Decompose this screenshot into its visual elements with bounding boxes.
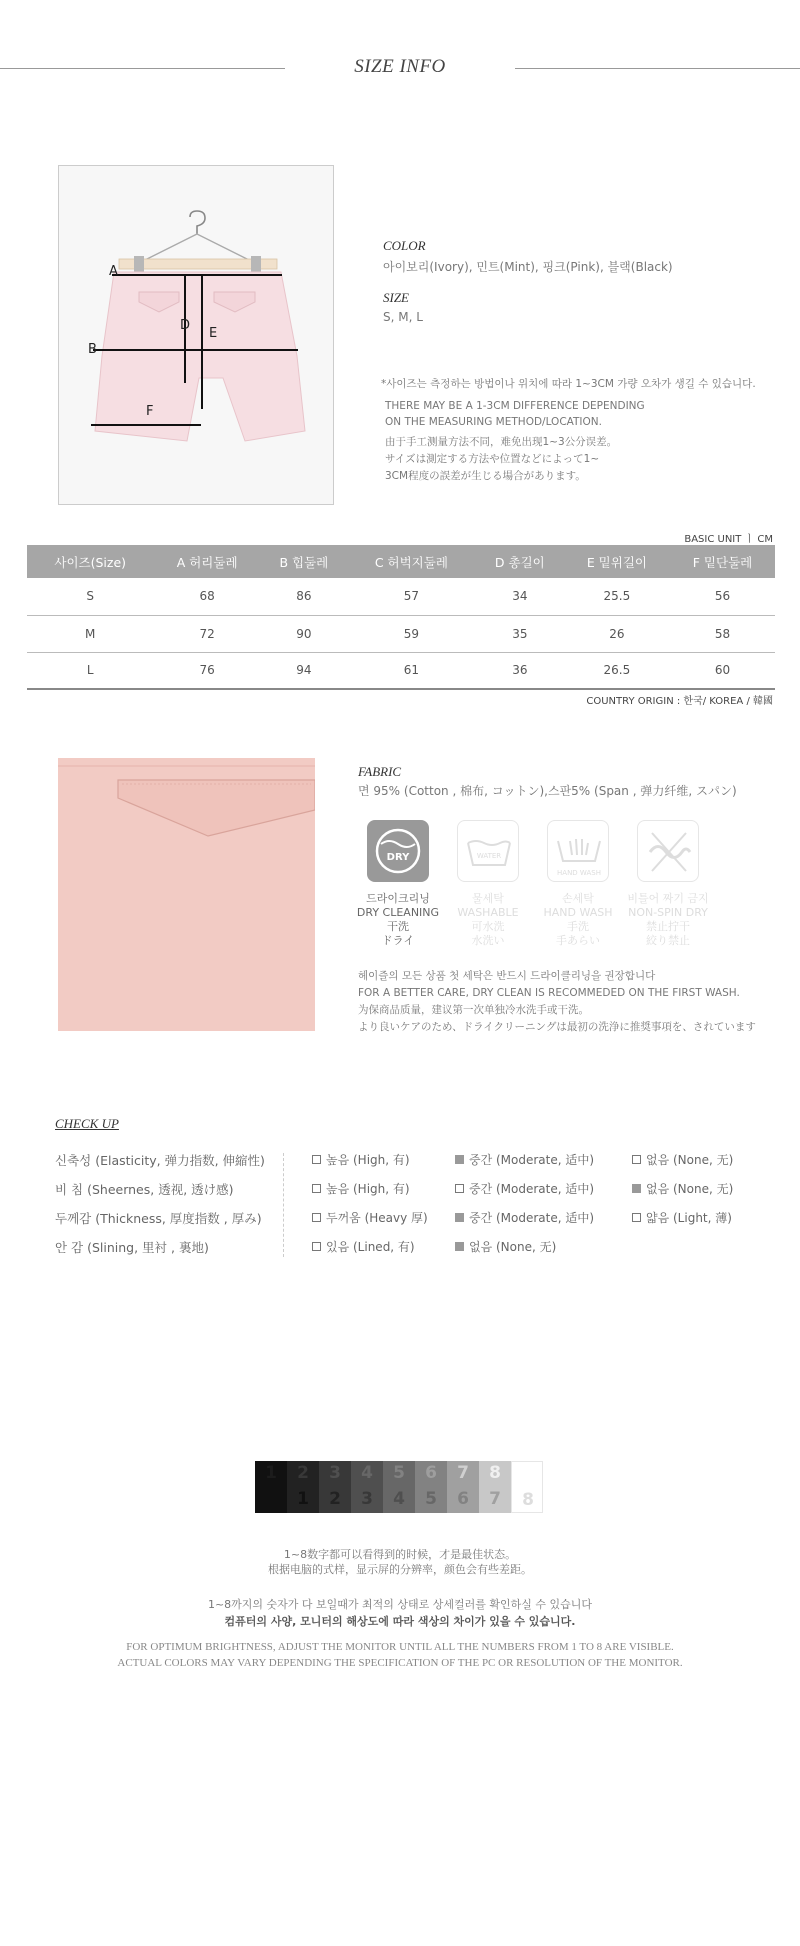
wash-icon xyxy=(457,820,519,882)
calibration-note-ko-2: 컴퓨터의 사양, 모니터의 해상도에 따라 색상의 차이가 있을 수 있습니다. xyxy=(224,1615,576,1628)
checkup-label-elasticity: 신축성 (Elasticity, 弹力指数, 伸縮性) xyxy=(55,1153,265,1168)
calibration-cell: 8 xyxy=(511,1461,543,1513)
product-measurement-image xyxy=(58,165,334,505)
calibration-cell: 5 4 xyxy=(383,1461,415,1513)
svg-text:WATER: WATER xyxy=(476,852,502,860)
calibration-note-en-1: FOR OPTIMUM BRIGHTNESS, ADJUST THE MONITOR UNTIL ALL THE NUMBERS FROM 1 TO 8 ARE VISIBLE. xyxy=(126,1641,674,1653)
calibration-cell: 4 3 xyxy=(351,1461,383,1513)
measure-line-b xyxy=(93,349,298,351)
calibration-cell: 8 7 xyxy=(479,1461,511,1513)
table-cell: 94 xyxy=(261,652,347,689)
size-note-jp-1: サイズは測定する方法や位置などによって1~ xyxy=(385,453,600,465)
measure-label-a: A xyxy=(109,264,118,279)
table-cell: 56 xyxy=(670,578,775,615)
shorts-illustration xyxy=(59,166,335,506)
checkup-option: 중간 (Moderate, 适中) xyxy=(455,1151,594,1168)
measure-line-f xyxy=(91,424,201,426)
checkup-option: 얇음 (Light, 薄) xyxy=(632,1209,732,1226)
svg-text:HAND WASH: HAND WASH xyxy=(557,869,601,877)
calibration-cell: 7 6 xyxy=(447,1461,479,1513)
size-table xyxy=(27,545,775,690)
checkup-title: CHECK UP xyxy=(55,1116,119,1131)
color-value: 아이보리(Ivory), 민트(Mint), 핑크(Pink), 블랙(Black) xyxy=(383,260,673,274)
size-note-cn: 由于手工测量方法不同，难免出现1~3公分误差。 xyxy=(385,436,618,448)
size-note-en-2: ON THE MEASURING METHOD/LOCATION. xyxy=(385,416,602,428)
table-row xyxy=(27,578,775,615)
table-cell: 59 xyxy=(347,615,476,652)
size-note-en-1: THERE MAY BE A 1-3CM DIFFERENCE DEPENDING xyxy=(385,400,645,412)
calibration-cell: 2 1 xyxy=(287,1461,319,1513)
table-header: D 총길이 xyxy=(476,545,564,578)
care-text-dry-clean: 드라이크리닝 DRY CLEANING 干洗 ドライ xyxy=(356,892,440,947)
measure-label-f: F xyxy=(146,404,154,419)
measure-line-a xyxy=(112,274,282,276)
checkbox-icon xyxy=(312,1184,321,1193)
table-cell: 57 xyxy=(347,578,476,615)
fabric-closeup-image xyxy=(58,758,315,1031)
checkup-label-thickness: 두께감 (Thickness, 厚度指数 , 厚み) xyxy=(55,1211,262,1226)
checkbox-checked-icon xyxy=(455,1155,464,1164)
table-cell: 61 xyxy=(347,652,476,689)
monitor-calibration-bar xyxy=(255,1461,543,1513)
color-label: COLOR xyxy=(383,238,426,253)
table-header: A 허리둘레 xyxy=(153,545,260,578)
checkup-divider xyxy=(283,1153,284,1257)
fabric-label: FABRIC xyxy=(358,764,402,779)
measure-label-b: B xyxy=(88,342,97,357)
no-spin-dry-icon xyxy=(637,820,699,882)
table-header: C 허벅지둘레 xyxy=(347,545,476,578)
table-cell: 36 xyxy=(476,652,564,689)
care-text-wash: 물세탁 WASHABLE 可水洗 水洗い xyxy=(457,892,519,947)
table-cell: M xyxy=(27,615,153,652)
table-cell: 35 xyxy=(476,615,564,652)
size-label: SIZE xyxy=(383,290,409,305)
fabric-pocket-illustration xyxy=(58,758,315,1031)
table-cell: L xyxy=(27,652,153,689)
table-cell: 25.5 xyxy=(564,578,670,615)
checkup-option: 없음 (None, 无) xyxy=(455,1238,556,1255)
checkbox-checked-icon xyxy=(632,1184,641,1193)
page-title: SIZE INFO xyxy=(354,56,446,77)
calibration-note-en-2: ACTUAL COLORS MAY VARY DEPENDING THE SPECIFICATION OF THE PC OR RESOLUTION OF THE MONITOR. xyxy=(117,1657,683,1669)
calibration-cell: 3 2 xyxy=(319,1461,351,1513)
measure-label-e: E xyxy=(209,326,218,341)
hand-wash-icon xyxy=(547,820,609,882)
size-note-ko: *사이즈는 측정하는 방법이나 위치에 따라 1~3CM 가량 오차가 생길 수 있습니다. xyxy=(381,378,756,390)
table-cell: 68 xyxy=(153,578,260,615)
table-header: F 밑단둘레 xyxy=(670,545,775,578)
table-cell: 72 xyxy=(153,615,260,652)
fabric-value: 면 95% (Cotton , 棉布, コットン),스판5% (Span , 弹力纤维, スパン) xyxy=(358,784,737,798)
checkbox-icon xyxy=(455,1184,464,1193)
table-row xyxy=(27,652,775,689)
calibration-note-cn: 1~8数字都可以看得到的时候，才是最佳状态。 根据电脑的式样，显示屏的分辨率，颜色会有些差距。 xyxy=(268,1548,532,1576)
table-row xyxy=(27,615,775,652)
table-header-row xyxy=(27,545,775,578)
unit-label: BASIC UNIT ㅣ CM xyxy=(684,534,773,545)
table-header: 사이즈(Size) xyxy=(27,545,153,578)
table-cell: 26 xyxy=(564,615,670,652)
wash-advice: 헤이즐의 모든 상품 첫 세탁은 반드시 드라이클리닝을 권장합니다 FOR A BETTER CARE, DRY CLEAN IS RECOMMEDED ON THE FIRST WASH. 为保商品质量，建议第一次单独冷水洗手或干洗。 より良いケアのため、ドライクリーニングは最初の洗浄に推奨事項を、されています xyxy=(358,970,756,1033)
checkup-option: 중간 (Moderate, 适中) xyxy=(455,1180,594,1197)
checkup-option: 두꺼움 (Heavy 厚) xyxy=(312,1209,428,1226)
checkbox-icon xyxy=(312,1155,321,1164)
checkbox-icon xyxy=(312,1213,321,1222)
care-text-no-spin: 비틀어 짜기 금지 NON-SPIN DRY 禁止拧干 絞り禁止 xyxy=(627,892,709,947)
size-value: S, M, L xyxy=(383,310,423,324)
checkup-option: 있음 (Lined, 有) xyxy=(312,1238,415,1255)
dry-clean-icon xyxy=(367,820,429,882)
table-cell: 60 xyxy=(670,652,775,689)
calibration-note-ko-1: 1~8까지의 숫자가 다 보일때가 최적의 상태로 상세컬러를 확인하실 수 있습니다 xyxy=(207,1598,593,1611)
measure-line-e xyxy=(201,276,203,409)
table-cell: S xyxy=(27,578,153,615)
checkbox-icon xyxy=(632,1213,641,1222)
checkup-label-sheerness: 비 침 (Sheernes, 透视, 透け感) xyxy=(55,1182,234,1197)
table-cell: 90 xyxy=(261,615,347,652)
calibration-cell: 1 xyxy=(255,1461,287,1513)
checkbox-checked-icon xyxy=(455,1242,464,1251)
table-header: E 밑위길이 xyxy=(564,545,670,578)
checkup-option: 없음 (None, 无) xyxy=(632,1180,733,1197)
table-header: B 힙둘레 xyxy=(261,545,347,578)
country-origin: COUNTRY ORIGIN : 한국/ KOREA / 韓國 xyxy=(586,696,773,707)
table-cell: 58 xyxy=(670,615,775,652)
table-cell: 26.5 xyxy=(564,652,670,689)
checkbox-icon xyxy=(312,1242,321,1251)
calibration-cell: 6 5 xyxy=(415,1461,447,1513)
checkup-label-lining: 안 감 (Slining, 里衬 , 裏地) xyxy=(55,1240,209,1255)
svg-text:DRY: DRY xyxy=(386,852,410,863)
table-cell: 34 xyxy=(476,578,564,615)
checkbox-checked-icon xyxy=(455,1213,464,1222)
checkup-option: 없음 (None, 无) xyxy=(632,1151,733,1168)
checkup-option: 중간 (Moderate, 适中) xyxy=(455,1209,594,1226)
measure-label-d: D xyxy=(180,318,191,333)
table-cell: 86 xyxy=(261,578,347,615)
checkup-option: 높음 (High, 有) xyxy=(312,1180,410,1197)
size-note-jp-2: 3CM程度の誤差が生じる場合があります。 xyxy=(385,470,586,482)
checkup-option: 높음 (High, 有) xyxy=(312,1151,410,1168)
care-text-hand-wash: 손세탁 HAND WASH 手洗 手あらい xyxy=(543,892,613,947)
checkbox-icon xyxy=(632,1155,641,1164)
table-cell: 76 xyxy=(153,652,260,689)
